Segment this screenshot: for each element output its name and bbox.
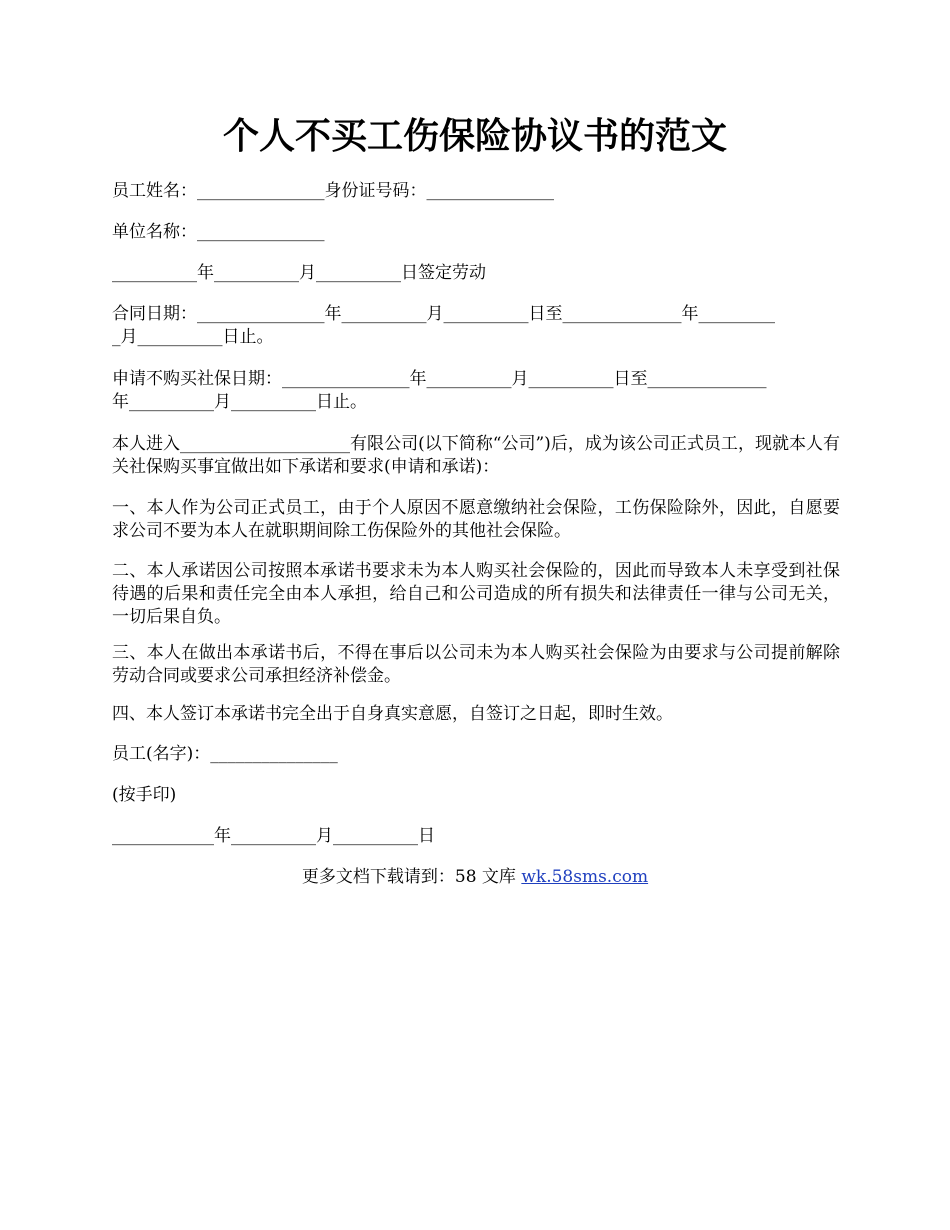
apply-date-line-1: 申请不购买社保日期：_______________年__________月__________日至______________	[112, 369, 767, 389]
fingerprint-label: (按手印)	[112, 785, 177, 805]
footer-text: 更多文档下载请到：58 文库	[301, 867, 522, 887]
contract-date-line-1: 合同日期：_______________年__________月__________日至______________年_________	[112, 304, 775, 324]
employee-signature-line: 员工(名字)：_______________	[112, 744, 338, 764]
unit-name-line: 单位名称：_______________	[112, 222, 325, 242]
clause-3-paragraph: 三、本人在做出本承诺书后，不得在事后以公司未为本人购买社会保险为由要求与公司提前解除劳动合同或要求公司承担经济补偿金。	[112, 643, 840, 686]
clause-1-paragraph: 一、本人作为公司正式员工，由于个人原因不愿意缴纳社会保险，工伤保险除外，因此，自愿要求公司不要为本人在就职期间除工伤保险外的其他社会保险。	[112, 498, 840, 541]
contract-date-line-2: _月__________日止。	[112, 327, 274, 347]
clause-2-paragraph: 二、本人承诺因公司按照本承诺书要求未为本人购买社会保险的，因此而导致本人未享受到社保待遇的后果和责任完全由本人承担，给自己和公司造成的所有损失和法律责任一律与公司无关，一切后果自负。	[112, 561, 840, 627]
footer	[0, 866, 950, 889]
sign-date-line: __________年__________月__________日签定劳动	[112, 263, 486, 283]
document-title: 个人不买工伤保险协议书的范文	[222, 115, 727, 157]
intro-paragraph: 本人进入____________________有限公司(以下简称“公司”)后，成为该公司正式员工，现就本人有关社保购买事宜做出如下承诺和要求(申请和承诺)：	[112, 434, 840, 477]
clause-4-paragraph: 四、本人签订本承诺书完全出于自身真实意愿，自签订之日起，即时生效。	[112, 704, 673, 724]
apply-date-line-2: 年__________月__________日止。	[112, 392, 367, 412]
signature-date-line: ____________年__________月__________日	[112, 826, 435, 846]
footer-link[interactable]: wk.58sms.com	[521, 867, 649, 887]
employee-name-id-line: 员工姓名：_______________身份证号码：_______________	[112, 181, 554, 201]
